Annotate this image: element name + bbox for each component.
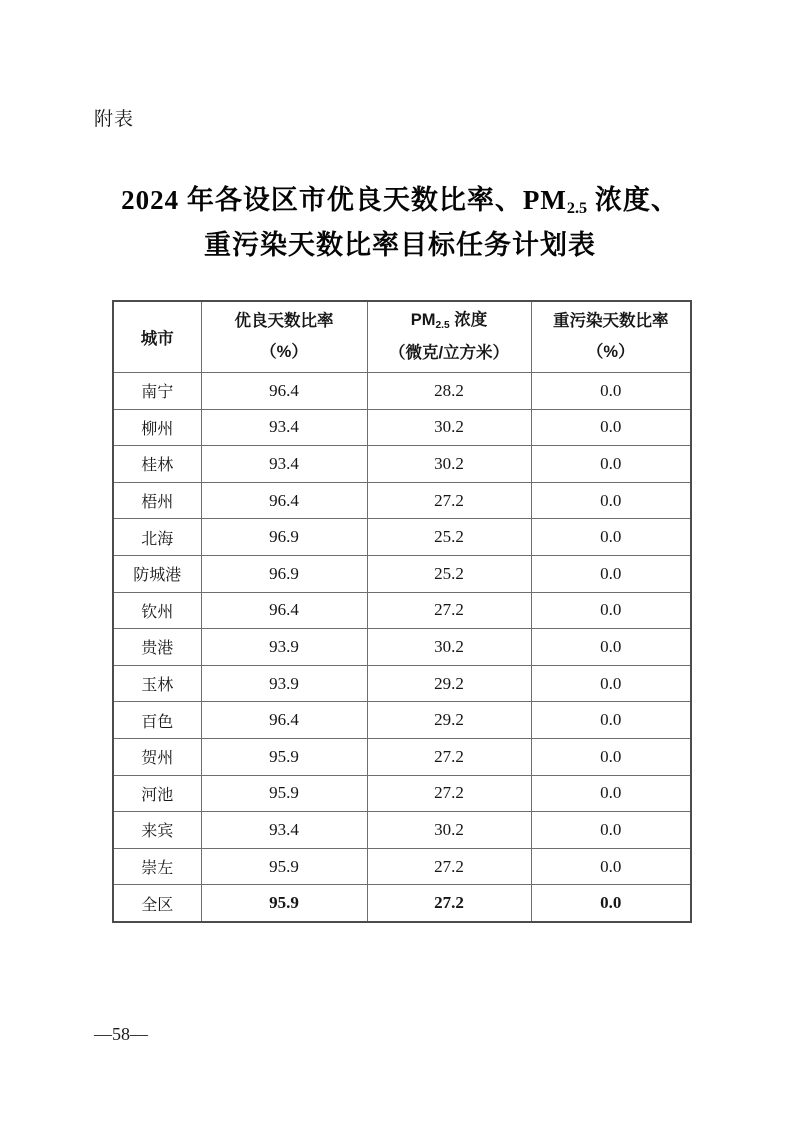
city-cell: 百色 xyxy=(113,702,201,739)
table-row xyxy=(113,482,691,519)
city-cell: 河池 xyxy=(113,775,201,812)
pm25-cell: 28.2 xyxy=(367,373,531,410)
heavy-days-cell: 0.0 xyxy=(531,812,691,849)
heavy-days-cell: 0.0 xyxy=(531,373,691,410)
pm25-cell: 27.2 xyxy=(367,482,531,519)
header-city: 城市 xyxy=(113,301,201,373)
header-heavy-days-line1: 重污染天数比率 xyxy=(553,312,669,330)
plan-table xyxy=(112,300,692,923)
table-row xyxy=(113,885,691,922)
header-pm25 xyxy=(367,301,531,373)
table-row xyxy=(113,555,691,592)
pm25-cell: 30.2 xyxy=(367,446,531,483)
good-days-cell: 95.9 xyxy=(201,848,367,885)
heavy-days-cell: 0.0 xyxy=(531,592,691,629)
table-row xyxy=(113,446,691,483)
attachment-label: 附表 xyxy=(94,109,135,130)
pm25-cell: 30.2 xyxy=(367,629,531,666)
header-pm25-subscript: 2.5 xyxy=(435,319,450,331)
pm25-cell: 27.2 xyxy=(367,775,531,812)
title-line-1-text: 2024 年各设区市优良天数比率、PM xyxy=(121,185,567,215)
pm25-cell: 30.2 xyxy=(367,812,531,849)
table-row xyxy=(113,592,691,629)
good-days-cell: 93.4 xyxy=(201,812,367,849)
heavy-days-cell: 0.0 xyxy=(531,555,691,592)
good-days-cell: 96.4 xyxy=(201,702,367,739)
table-header-row xyxy=(113,301,691,373)
heavy-days-cell: 0.0 xyxy=(531,446,691,483)
city-cell: 钦州 xyxy=(113,592,201,629)
good-days-cell: 93.4 xyxy=(201,446,367,483)
heavy-days-cell: 0.0 xyxy=(531,775,691,812)
city-cell: 南宁 xyxy=(113,373,201,410)
title-line-1 xyxy=(0,180,800,225)
heavy-days-cell: 0.0 xyxy=(531,409,691,446)
pm25-cell: 27.2 xyxy=(367,848,531,885)
good-days-cell: 93.4 xyxy=(201,409,367,446)
header-pm25-line1 xyxy=(368,305,531,338)
heavy-days-cell: 0.0 xyxy=(531,848,691,885)
title-line-1-suffix: 浓度、 xyxy=(587,185,679,215)
heavy-days-cell: 0.0 xyxy=(531,885,691,922)
title-pm25-subscript: 2.5 xyxy=(566,199,588,218)
document-title xyxy=(0,180,800,266)
city-cell: 崇左 xyxy=(113,848,201,885)
city-cell: 防城港 xyxy=(113,555,201,592)
city-cell: 全区 xyxy=(113,885,201,922)
header-good-days-line2: （%） xyxy=(260,343,308,361)
city-cell: 柳州 xyxy=(113,409,201,446)
header-good-days xyxy=(201,301,367,373)
good-days-cell: 96.9 xyxy=(201,519,367,556)
table-row xyxy=(113,775,691,812)
table-row xyxy=(113,738,691,775)
good-days-cell: 96.9 xyxy=(201,555,367,592)
page-number: —58— xyxy=(94,1024,148,1044)
table-row xyxy=(113,629,691,666)
pm25-cell: 27.2 xyxy=(367,592,531,629)
pm25-cell: 25.2 xyxy=(367,555,531,592)
header-pm25-line2: （微克/立方米） xyxy=(388,344,510,362)
table-row xyxy=(113,665,691,702)
city-cell: 玉林 xyxy=(113,665,201,702)
header-heavy-days-line2: （%） xyxy=(586,343,635,361)
heavy-days-cell: 0.0 xyxy=(531,629,691,666)
pm25-cell: 29.2 xyxy=(367,665,531,702)
pm25-cell: 29.2 xyxy=(367,702,531,739)
heavy-days-cell: 0.0 xyxy=(531,738,691,775)
pm25-cell: 27.2 xyxy=(367,738,531,775)
city-cell: 贵港 xyxy=(113,629,201,666)
pm25-cell: 27.2 xyxy=(367,885,531,922)
good-days-cell: 96.4 xyxy=(201,482,367,519)
table-row xyxy=(113,373,691,410)
pm25-cell: 25.2 xyxy=(367,519,531,556)
header-heavy-days xyxy=(531,301,691,373)
header-pm25-prefix: PM xyxy=(410,311,436,329)
city-cell: 桂林 xyxy=(113,446,201,483)
table-body xyxy=(113,373,691,922)
heavy-days-cell: 0.0 xyxy=(531,482,691,519)
title-line-2: 重污染天数比率目标任务计划表 xyxy=(204,230,596,260)
table-row xyxy=(113,519,691,556)
heavy-days-cell: 0.0 xyxy=(531,519,691,556)
good-days-cell: 95.9 xyxy=(201,885,367,922)
header-pm25-suffix: 浓度 xyxy=(449,311,488,329)
city-cell: 来宾 xyxy=(113,812,201,849)
table-row xyxy=(113,702,691,739)
good-days-cell: 93.9 xyxy=(201,629,367,666)
heavy-days-cell: 0.0 xyxy=(531,665,691,702)
good-days-cell: 93.9 xyxy=(201,665,367,702)
header-good-days-line1: 优良天数比率 xyxy=(234,312,334,330)
city-cell: 北海 xyxy=(113,519,201,556)
table-row xyxy=(113,812,691,849)
table-header xyxy=(113,301,691,373)
city-cell: 梧州 xyxy=(113,482,201,519)
heavy-days-cell: 0.0 xyxy=(531,702,691,739)
good-days-cell: 96.4 xyxy=(201,592,367,629)
table-row xyxy=(113,409,691,446)
pm25-cell: 30.2 xyxy=(367,409,531,446)
good-days-cell: 95.9 xyxy=(201,775,367,812)
good-days-cell: 96.4 xyxy=(201,373,367,410)
good-days-cell: 95.9 xyxy=(201,738,367,775)
city-cell: 贺州 xyxy=(113,738,201,775)
table-row xyxy=(113,848,691,885)
